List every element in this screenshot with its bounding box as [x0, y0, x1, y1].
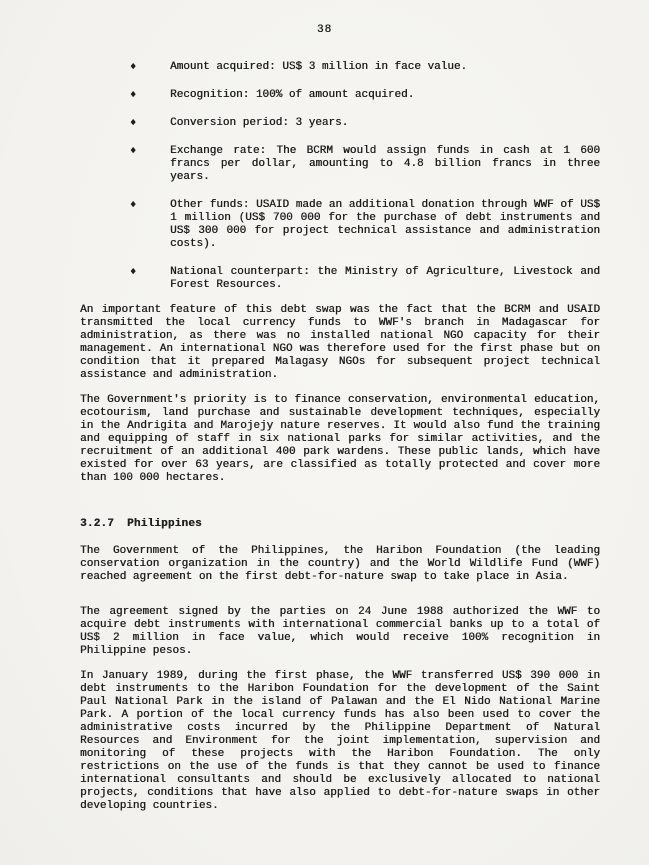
bullet-item-text: Other funds: USAID made an additional donation through WWF of US$ 1 million (US$ 700 000 for the purchase of debt instruments and US$ 300 000 for project technical assistance and administration costs).: [170, 199, 600, 250]
diamond-bullet-icon: ♦: [130, 118, 137, 129]
page-content: [0, 61, 600, 813]
paragraph-philippines-intro: The Government of the Philippines, the Haribon Foundation (the leading conservation organization in the country) and the World Wildlife Fund (WWF) reached agreement on the first debt-for-nature swap to take place in Asia.: [80, 545, 600, 583]
bullet-item-amount-acquired: [130, 61, 600, 74]
diamond-bullet-icon: ♦: [130, 146, 137, 157]
paragraph-madagascar-administration: An important feature of this debt swap was the fact that the BCRM and USAID transmitted the local currency funds to WWF's branch in Madagascar for administration, as there was no installed national NGO capacity for their management. An international NGO was therefore used for the first phase but on condition that it prepared Malagasy NGOs for subsequent project technical assistance and administration.: [80, 304, 600, 381]
bullet-item-text: Exchange rate: The BCRM would assign funds in cash at 1 600 francs per dollar, amounting to 4.8 billion francs in three years.: [170, 145, 600, 183]
bullet-list: [80, 61, 600, 292]
diamond-bullet-icon: ♦: [130, 90, 137, 101]
paragraph-january-1989: In January 1989, during the first phase, the WWF transferred US$ 390 000 in debt instruments to the Haribon Foundation for the development of the Saint Paul National Park in the island of Palawan and the El Nido National Marine Park. A portion of the local currency funds has also been used to cover the administrative costs incurred by the Philippine Department of Natural Resources and Environment for the joint implementation, supervision and monitoring of these projects with the Haribon Foundation. The only restrictions on the use of the funds is that they cannot be used to finance international consultants and should be exclusively allocated to national projects, conditions that have also applied to debt-for-nature swaps in other developing countries.: [80, 670, 600, 812]
diamond-bullet-icon: ♦: [130, 200, 137, 211]
diamond-bullet-icon: ♦: [130, 267, 137, 278]
bullet-item-text: Amount acquired: US$ 3 million in face value.: [170, 61, 468, 73]
diamond-bullet-icon: ♦: [130, 62, 137, 73]
bullet-item-other-funds: [130, 199, 600, 251]
page-number: 38: [316, 24, 333, 36]
paragraph-agreement-1988: The agreement signed by the parties on 24 June 1988 authorized the WWF to acquire debt instruments with international commercial banks up to a total of US$ 2 million in face value, which would receive 100% recognition in Philippine pesos.: [80, 606, 600, 657]
bullet-item-text: National counterpart: the Ministry of Agriculture, Livestock and Forest Resources.: [170, 266, 600, 291]
bullet-item-national-counterpart: [130, 266, 600, 292]
bullet-item-text: Recognition: 100% of amount acquired.: [170, 89, 415, 101]
section-number: 3.2.7: [80, 518, 115, 530]
bullet-item-text: Conversion period: 3 years.: [170, 117, 349, 129]
paragraph-government-priority: The Government's priority is to finance conservation, environmental education, ecotourism, land purchase and sustainable development techniques, especially in the Andrigita and Marojejy nature reserves. It would also fund the training and equipping of staff in six national parks for similar activities, and the recruitment of an additional 400 park wardens. These public lands, which have existed for over 63 years, are classified as totally protected and cover more than 100 000 hectares.: [80, 394, 600, 484]
bullet-item-conversion-period: [130, 117, 600, 130]
section-heading-327-philippines: [80, 518, 600, 531]
bullet-item-exchange-rate: [130, 145, 600, 184]
section-title: Philippines: [127, 518, 202, 530]
bullet-item-recognition: [130, 89, 600, 102]
